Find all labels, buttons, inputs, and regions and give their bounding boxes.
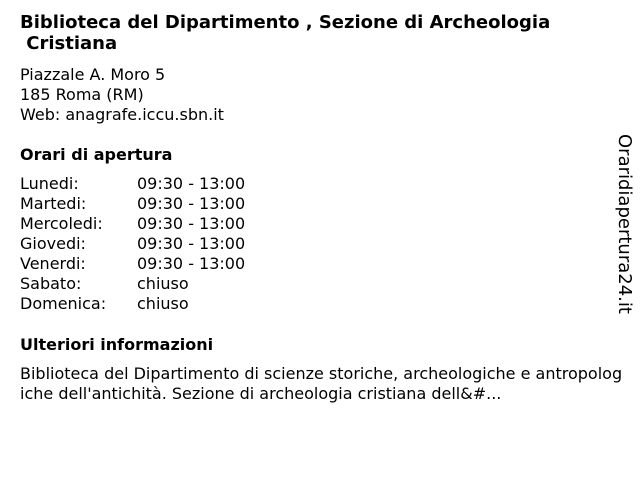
time-value: chiuso — [137, 274, 189, 293]
day-label: Venerdi: — [20, 254, 86, 273]
opening-hours-heading: Orari di apertura — [20, 145, 173, 164]
hours-row-monday — [20, 174, 280, 194]
library-description: Biblioteca del Dipartimento di scienze storiche, archeologiche e antropologiche dell'antichità. Sezione di archeologia cristiana dell&#... — [20, 364, 623, 403]
hours-row-friday — [20, 254, 280, 274]
opening-hours-table — [20, 174, 280, 314]
address-block — [20, 65, 224, 125]
day-label: Giovedi: — [20, 234, 86, 253]
address-street: Piazzale A. Moro 5 — [20, 65, 166, 84]
time-value: 09:30 - 13:00 — [137, 214, 246, 233]
further-info-heading: Ulteriori informazioni — [20, 335, 214, 354]
time-value: 09:30 - 13:00 — [137, 234, 246, 253]
website-link[interactable]: Web: anagrafe.iccu.sbn.it — [20, 105, 224, 124]
time-value: 09:30 - 13:00 — [137, 174, 246, 193]
day-label: Mercoledi: — [20, 214, 103, 233]
time-value: 09:30 - 13:00 — [137, 254, 246, 273]
hours-row-saturday — [20, 274, 280, 294]
time-value: 09:30 - 13:00 — [137, 194, 246, 213]
day-label: Lunedi: — [20, 174, 79, 193]
library-title: Biblioteca del Dipartimento , Sezione di Archeologia Cristiana — [20, 12, 551, 54]
hours-row-sunday — [20, 294, 280, 314]
hours-row-wednesday — [20, 214, 280, 234]
day-label: Domenica: — [20, 294, 107, 313]
hours-row-thursday — [20, 234, 280, 254]
time-value: chiuso — [137, 294, 189, 313]
day-label: Martedi: — [20, 194, 87, 213]
address-city: 185 Roma (RM) — [20, 85, 144, 104]
site-watermark: Oraridiapertura24.it — [614, 134, 635, 314]
hours-row-tuesday — [20, 194, 280, 214]
day-label: Sabato: — [20, 274, 82, 293]
